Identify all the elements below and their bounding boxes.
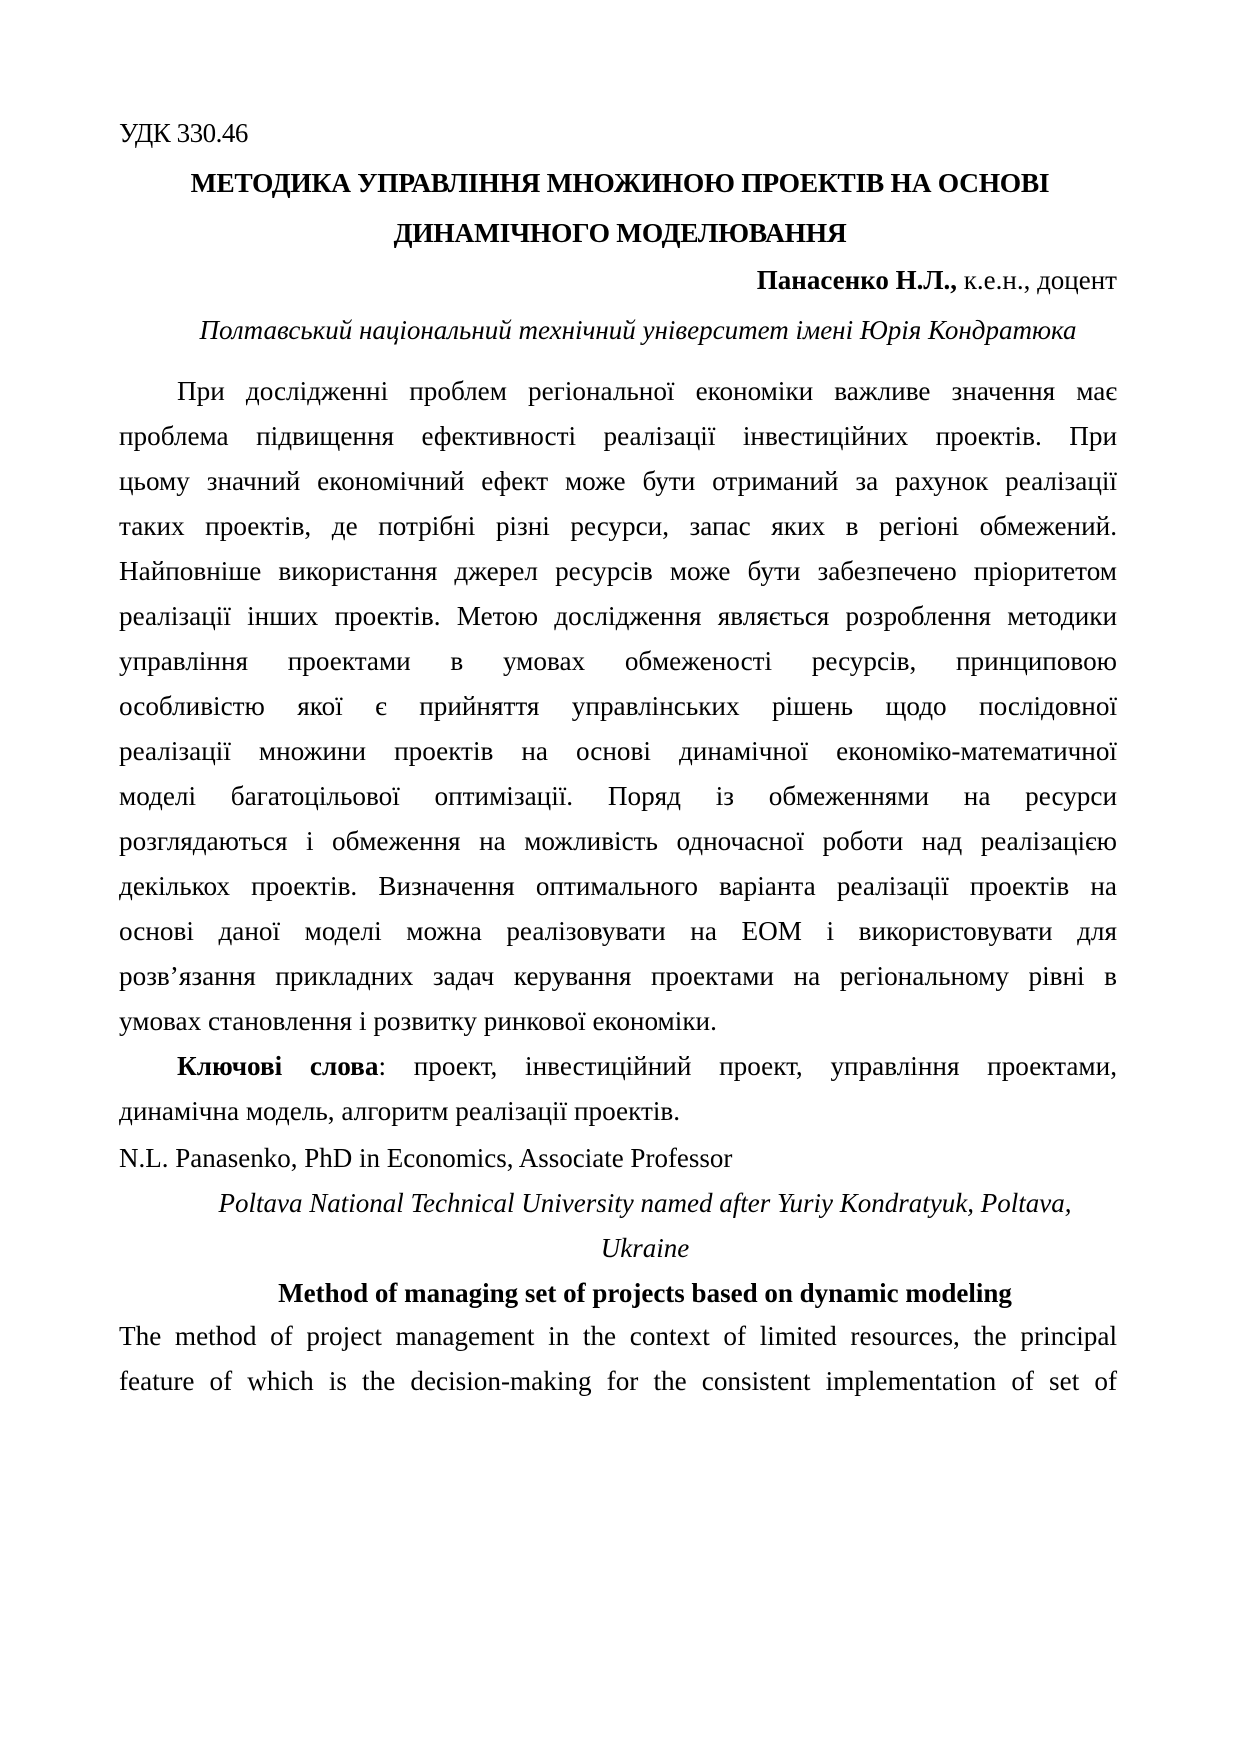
abstract-line: основі даної моделі можна реалізовувати на ЕОМ і використовувати для [119, 916, 1117, 946]
author-credentials: к.е.н., доцент [957, 265, 1117, 295]
affiliation: Полтавський національний технічний університет імені Юрія Кондратюка [199, 315, 1077, 345]
abstract-line: моделі багатоцільової оптимізації. Поряд із обмеженнями на ресурси [119, 781, 1117, 811]
keywords-label: Ключові слова [177, 1051, 379, 1081]
keywords-line-1 [177, 1053, 1117, 1080]
abstract-line: розв’язання прикладних задач керування проектами на регіональному рівні в [119, 961, 1117, 991]
english-title: Method of managing set of projects based on dynamic modeling [278, 1278, 1012, 1308]
english-affiliation-line-2: Ukraine [600, 1233, 690, 1263]
abstract-line: цьому значний економічний ефект може бути отриманий за рахунок реалізації [119, 466, 1117, 496]
abstract-line: таких проектів, де потрібні різні ресурси, запас яких в регіоні обмежений. [119, 511, 1117, 541]
english-affiliation-line-1: Poltava National Technical University named after Yuriy Kondratyuk, Poltava, [218, 1188, 1072, 1218]
author-name: Панасенко Н.Л., [756, 265, 958, 295]
abstract-line: декількох проектів. Визначення оптимального варіанта реалізації проектів на [119, 871, 1117, 901]
abstract-line: особливістю якої є прийняття управлінських рішень щодо послідовної [119, 691, 1117, 721]
title-line-2: ДИНАМІЧНОГО МОДЕЛЮВАННЯ [393, 217, 847, 248]
abstract-line: При дослідженні проблем регіональної економіки важливе значення має [177, 376, 1117, 406]
abstract-line: Найповніше використання джерел ресурсів може бути забезпечено пріоритетом [119, 556, 1117, 586]
abstract-line: проблема підвищення ефективності реалізації інвестиційних проектів. При [119, 421, 1117, 451]
udk-code: УДК 330.46 [119, 118, 248, 148]
english-author: N.L. Panasenko, PhD in Economics, Associate Professor [119, 1143, 733, 1173]
keywords-list: : проект, інвестиційний проект, управління проектами, [378, 1051, 1117, 1081]
author-line [757, 265, 1117, 296]
abstract-line: управління проектами в умовах обмеженості ресурсів, принциповою [119, 646, 1117, 676]
english-abstract-line: The method of project management in the context of limited resources, the principal [119, 1321, 1117, 1351]
english-abstract-line: feature of which is the decision-making for the consistent implementation of set of [119, 1366, 1117, 1396]
abstract-line: реалізації інших проектів. Метою дослідження являється розроблення методики [119, 601, 1117, 631]
keywords-line-2: динамічна модель, алгоритм реалізації проектів. [119, 1096, 681, 1126]
abstract-line: реалізації множини проектів на основі динамічної економіко-математичної [119, 736, 1117, 766]
abstract-line: умовах становлення і розвитку ринкової економіки. [119, 1006, 717, 1036]
title-line-1: МЕТОДИКА УПРАВЛІННЯ МНОЖИНОЮ ПРОЕКТІВ НА ОСНОВІ [190, 167, 1050, 198]
abstract-line: розглядаються і обмеження на можливість одночасної роботи над реалізацією [119, 826, 1117, 856]
